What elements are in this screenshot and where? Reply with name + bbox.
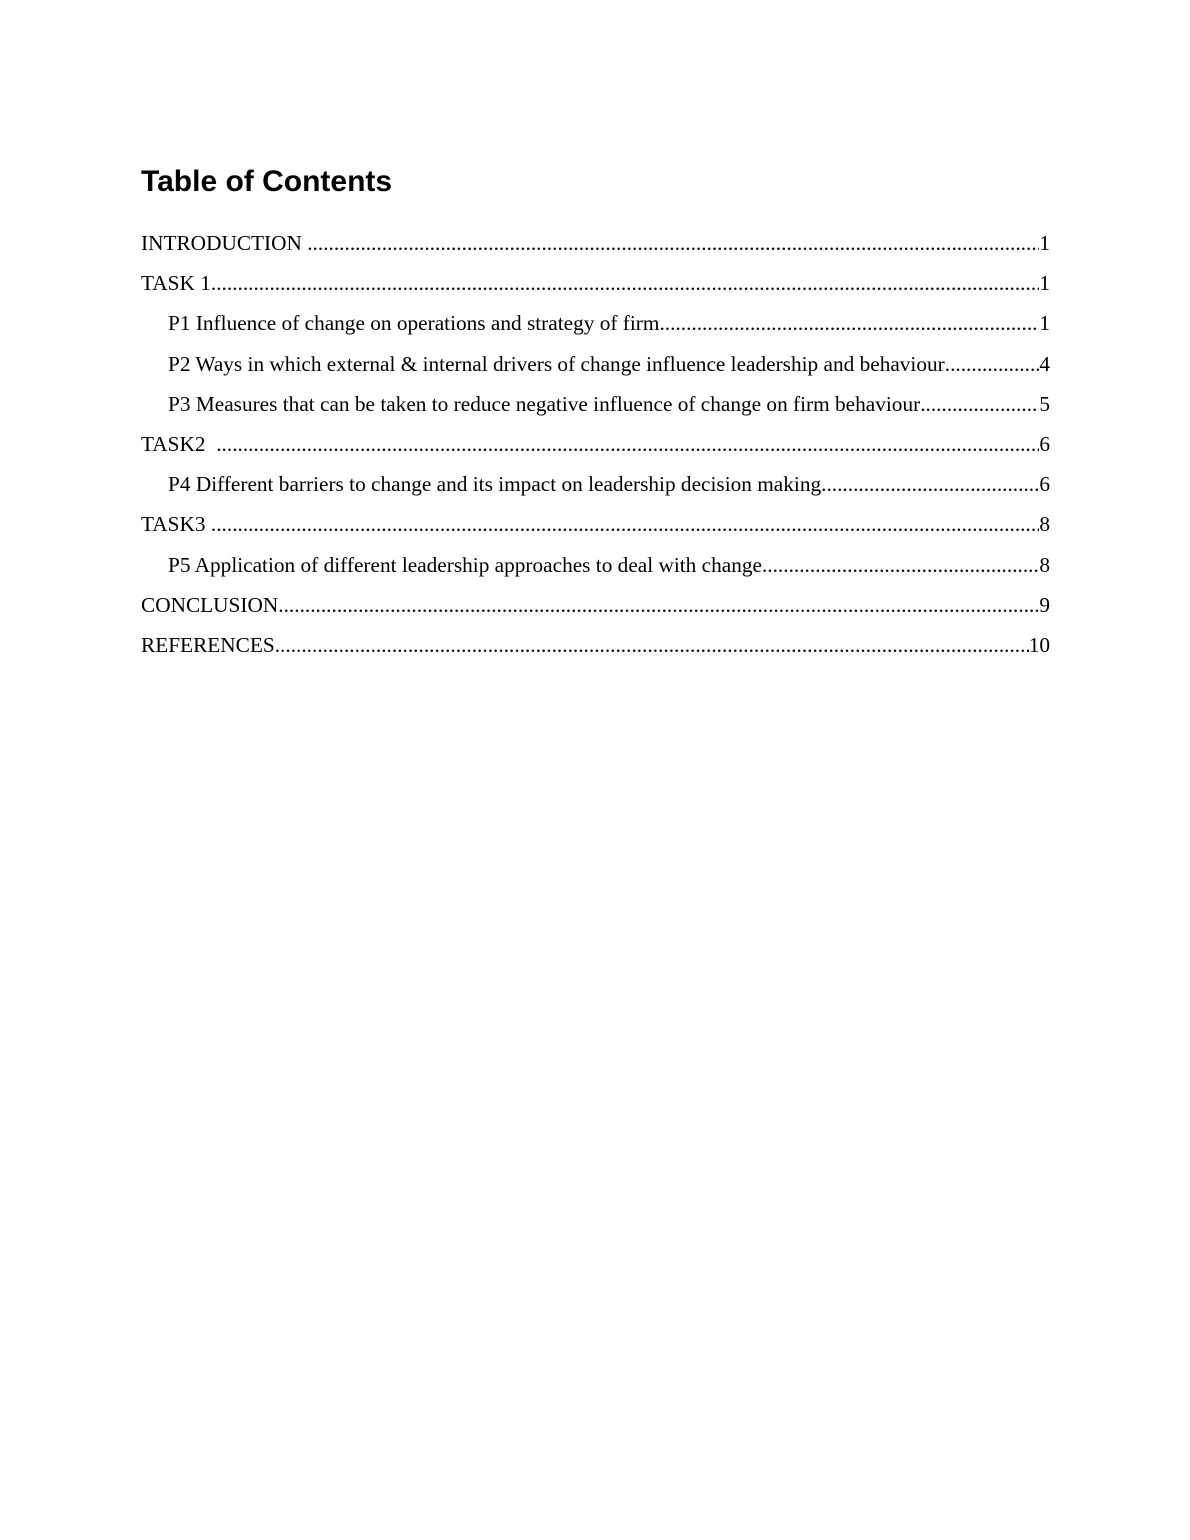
toc-entry-page-number: 8 [1039,512,1050,537]
toc-leader-dots [278,585,1039,625]
toc-leader-dots [275,625,1029,665]
toc-leader-dots [762,545,1039,585]
toc-entry-text: P1 Influence of change on operations and strategy of firm [168,311,660,336]
toc-entry-references[interactable] [141,625,1050,665]
toc-entry-text: P3 Measures that can be taken to reduce negative influence of change on firm behaviour [168,391,921,416]
toc-entry-page-number: 1 [1039,311,1050,336]
toc-entry-introduction[interactable] [141,223,1050,263]
toc-entry-text: CONCLUSION [141,592,279,617]
toc-entry-page-number: 6 [1039,431,1050,456]
toc-leader-dots [659,303,1039,343]
toc-entry-p4[interactable] [141,464,1050,504]
toc-entry-task-3[interactable] [141,504,1050,544]
toc-entry-text: TASK2 [141,431,217,456]
toc-leader-dots [945,344,1040,384]
toc-entry-text: TASK3 [141,512,211,537]
toc-entry-page-number: 1 [1039,271,1050,296]
toc-leader-dots [211,504,1039,544]
toc-entry-text: P4 Different barriers to change and its impact on leadership decision making [168,472,822,497]
toc-leader-dots [216,424,1039,464]
toc-entry-text: REFERENCES [141,632,275,657]
page-title: Table of Contents [141,165,393,198]
toc-entry-text: TASK 1 [141,271,211,296]
toc-leader-dots [920,384,1039,424]
document-page [141,0,1050,1540]
toc-entry-page-number: 6 [1039,472,1050,497]
toc-entry-task-2[interactable] [141,424,1050,464]
toc-entry-p3[interactable] [141,384,1050,424]
toc-entry-page-number: 4 [1039,351,1050,376]
toc-entry-task-1[interactable] [141,263,1050,303]
toc-entry-text: INTRODUCTION [141,231,308,255]
toc-entry-page-number: 10 [1028,632,1050,657]
toc-leader-dots [211,263,1039,303]
toc-entry-page-number: 8 [1039,552,1050,577]
toc-entry-p1[interactable] [141,303,1050,343]
toc-entry-text: P2 Ways in which external & internal drivers of change influence leadership and behaviour [168,351,945,376]
toc-entry-page-number: 5 [1039,391,1050,416]
toc-entry-p5[interactable] [141,545,1050,585]
toc-leader-dots [821,464,1039,504]
toc-entry-conclusion[interactable] [141,585,1050,625]
toc-entry-text: P5 Application of different leadership approaches to deal with change [168,552,762,577]
toc-entry-p2[interactable] [141,344,1050,384]
toc-list [141,223,1050,665]
toc-leader-dots [307,223,1039,263]
toc-entry-page-number: 1 [1039,231,1050,255]
toc-entry-page-number: 9 [1039,592,1050,617]
